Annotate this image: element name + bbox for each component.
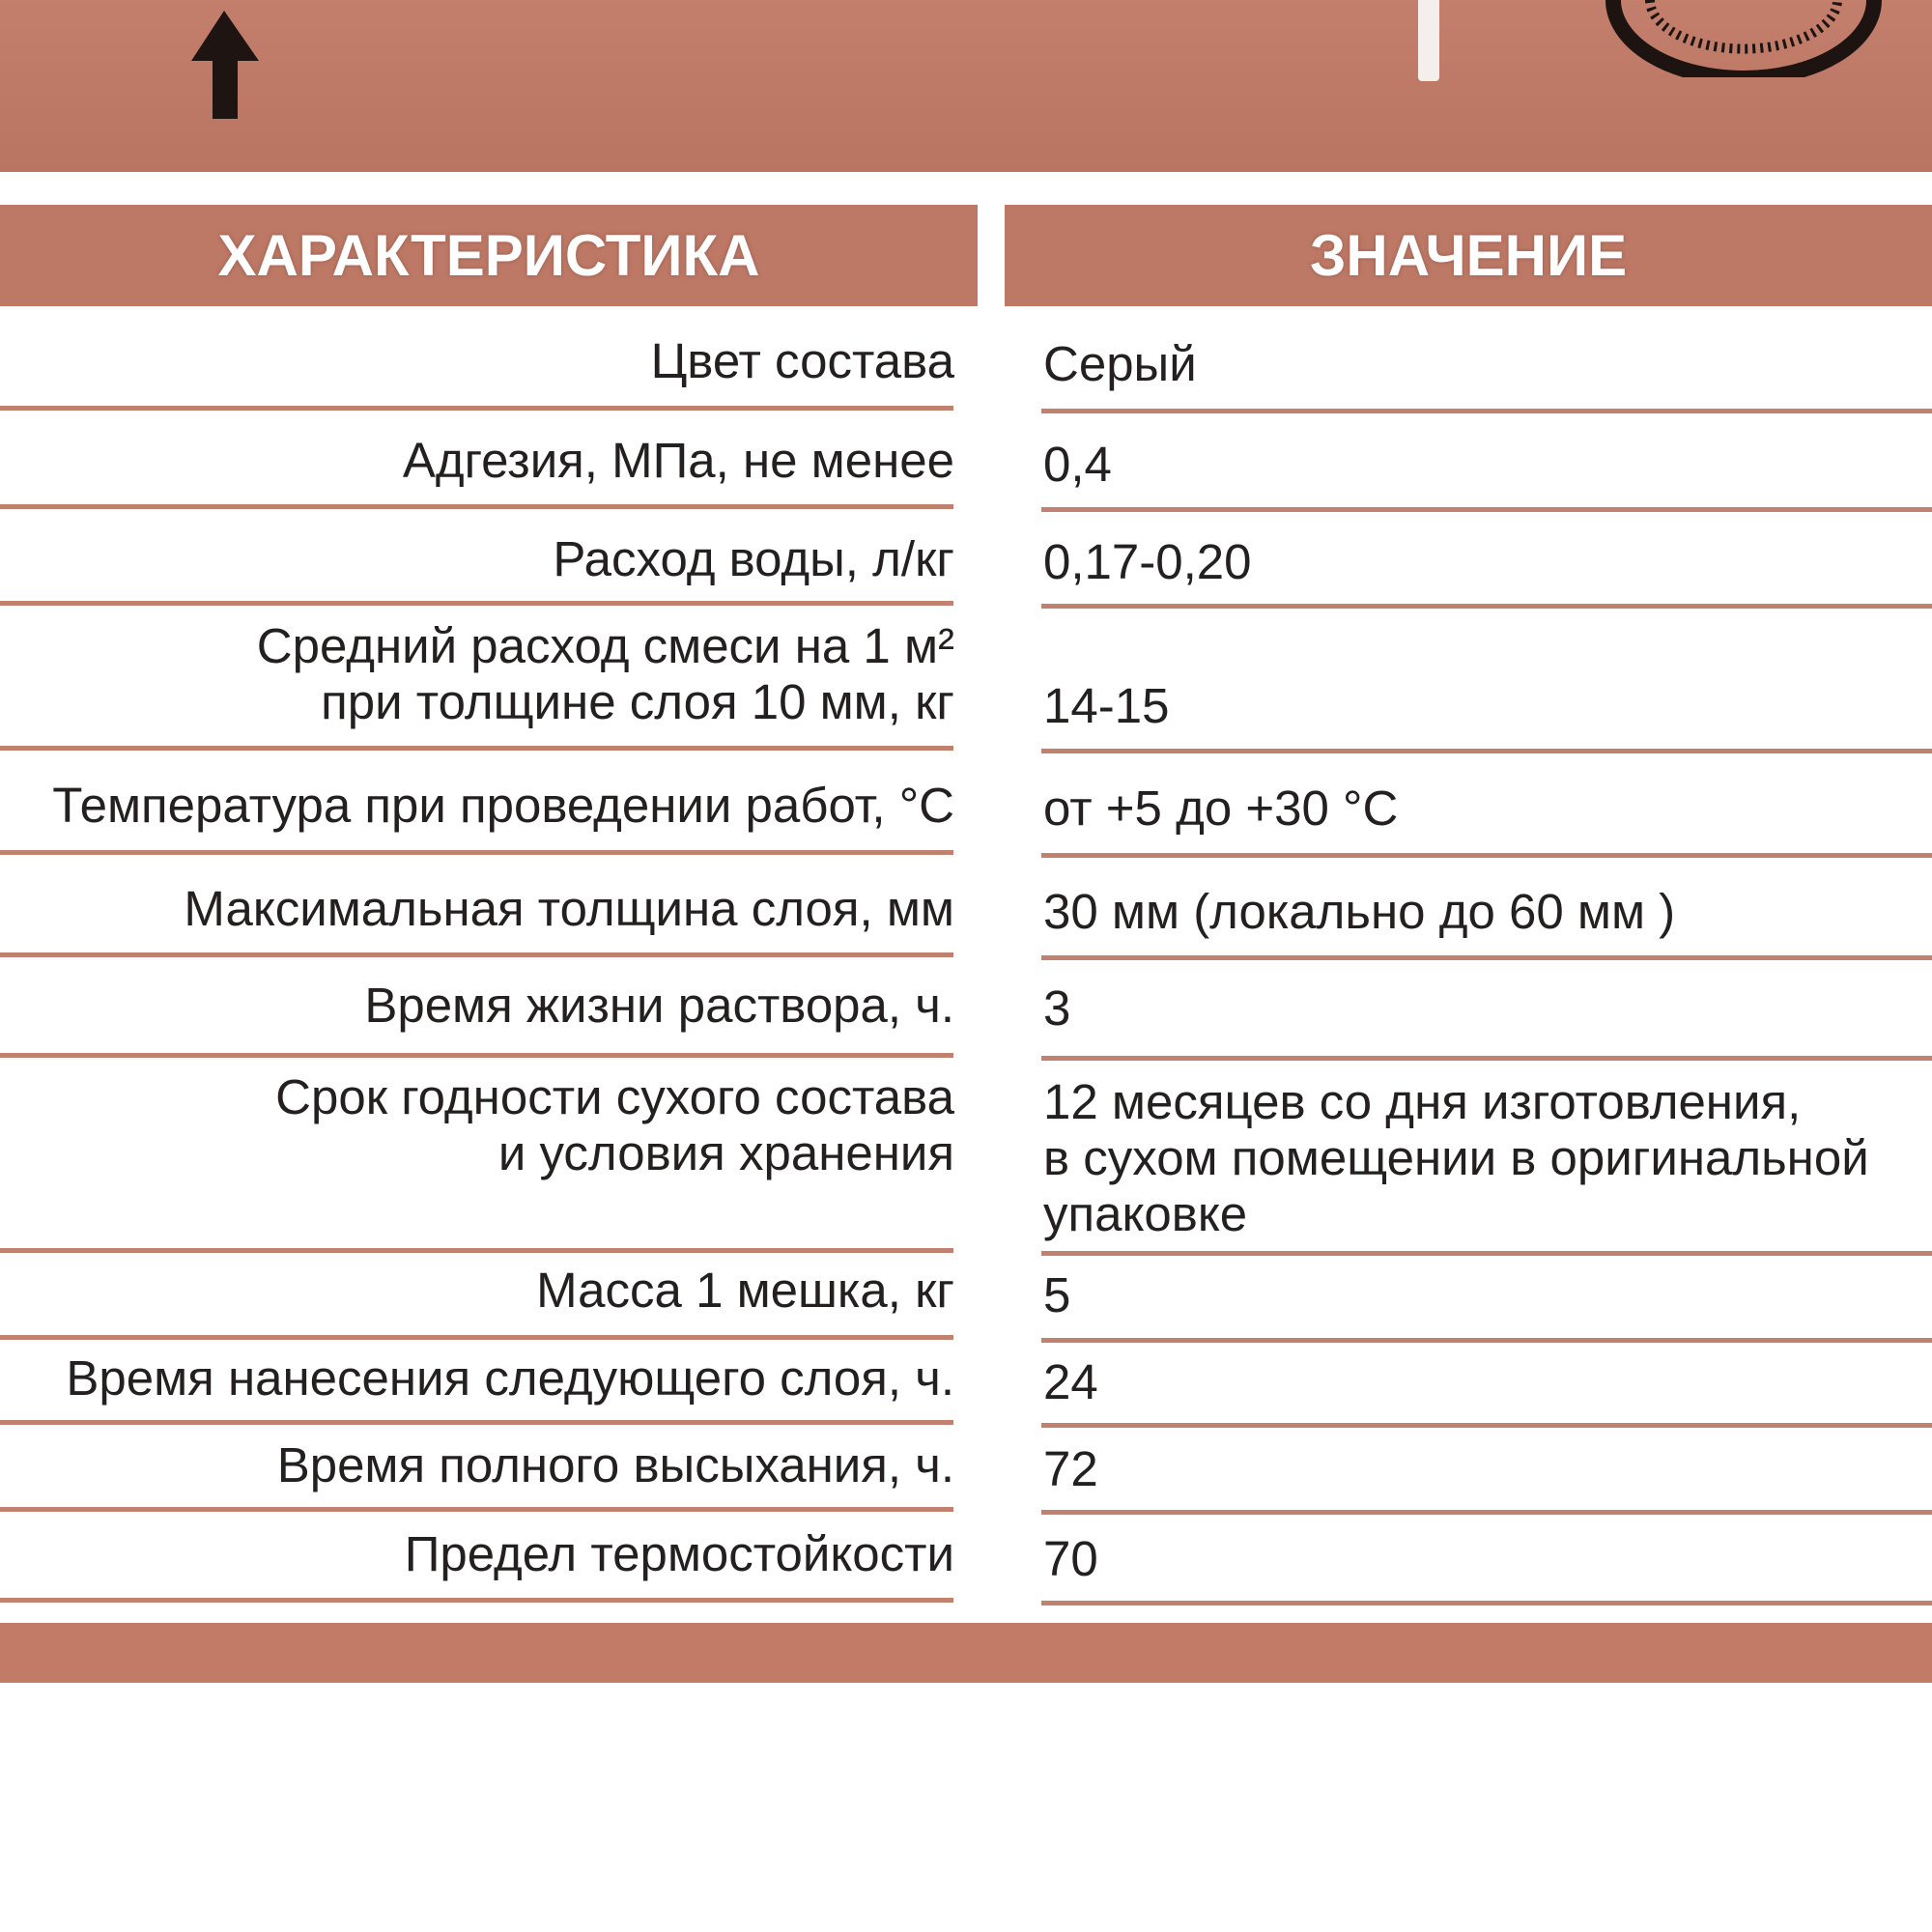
column-header-characteristic: ХАРАКТЕРИСТИКА [0,205,978,306]
value-cell: 70 [1043,1531,1098,1586]
characteristic-cell: Температура при проведении работ, °C [52,778,954,833]
dial-icon [1594,0,1893,77]
row-divider [0,746,953,751]
characteristic-cell: Время нанесения следующего слоя, ч. [66,1350,954,1406]
value-cell: 5 [1043,1267,1071,1322]
row-divider [1041,409,1932,413]
row-divider [0,1507,953,1512]
characteristic-cell: Масса 1 мешка, кг [536,1263,954,1318]
row-divider [1041,1056,1932,1061]
row-divider [1041,507,1932,512]
row-divider [1041,1601,1932,1605]
row-divider [1041,749,1932,753]
row-divider [0,504,953,509]
row-divider [1041,1423,1932,1428]
characteristic-cell: Срок годности сухого состава и условия хранения [275,1069,954,1180]
row-divider [1041,1510,1932,1515]
characteristic-cell: Адгезия, МПа, не менее [402,433,954,488]
row-divider [1041,1251,1932,1256]
value-cell: 24 [1043,1354,1098,1409]
value-cell: 14-15 [1043,678,1170,733]
row-divider [0,1420,953,1425]
row-divider [0,1053,953,1058]
value-cell: 12 месяцев со дня изготовления, в сухом помещении в оригинальной упаковке [1043,1074,1869,1241]
row-divider [0,1598,953,1603]
white-divider-bar [1418,0,1439,81]
row-divider [0,850,953,855]
arrow-up-icon [184,5,266,121]
characteristic-cell: Время жизни раствора, ч. [364,978,954,1033]
value-cell: 0,4 [1043,437,1112,492]
row-divider [0,1335,953,1340]
characteristic-cell: Максимальная толщина слоя, мм [184,881,954,936]
characteristic-cell: Расход воды, л/кг [553,531,954,586]
characteristic-cell: Время полного высыхания, ч. [276,1437,954,1492]
row-divider [0,952,953,957]
value-cell: 3 [1043,980,1071,1036]
row-divider [1041,955,1932,960]
row-divider [0,406,953,411]
value-cell: 0,17-0,20 [1043,534,1252,589]
row-divider [1041,604,1932,609]
top-color-band [0,0,1932,172]
bottom-color-band [0,1623,1932,1683]
value-cell: Серый [1043,336,1197,391]
row-divider [0,1248,953,1253]
row-divider [1041,853,1932,858]
characteristic-cell: Цвет состава [650,333,954,388]
characteristic-cell: Предел термостойкости [404,1526,954,1581]
value-cell: от +5 до +30 °C [1043,781,1399,836]
value-cell: 72 [1043,1441,1098,1496]
characteristic-cell: Средний расход смеси на 1 м² при толщине слоя 10 мм, кг [256,618,954,729]
column-header-value: ЗНАЧЕНИЕ [1005,205,1932,306]
row-divider [1041,1338,1932,1343]
row-divider [0,601,953,606]
value-cell: 30 мм (локально до 60 мм ) [1043,884,1676,939]
